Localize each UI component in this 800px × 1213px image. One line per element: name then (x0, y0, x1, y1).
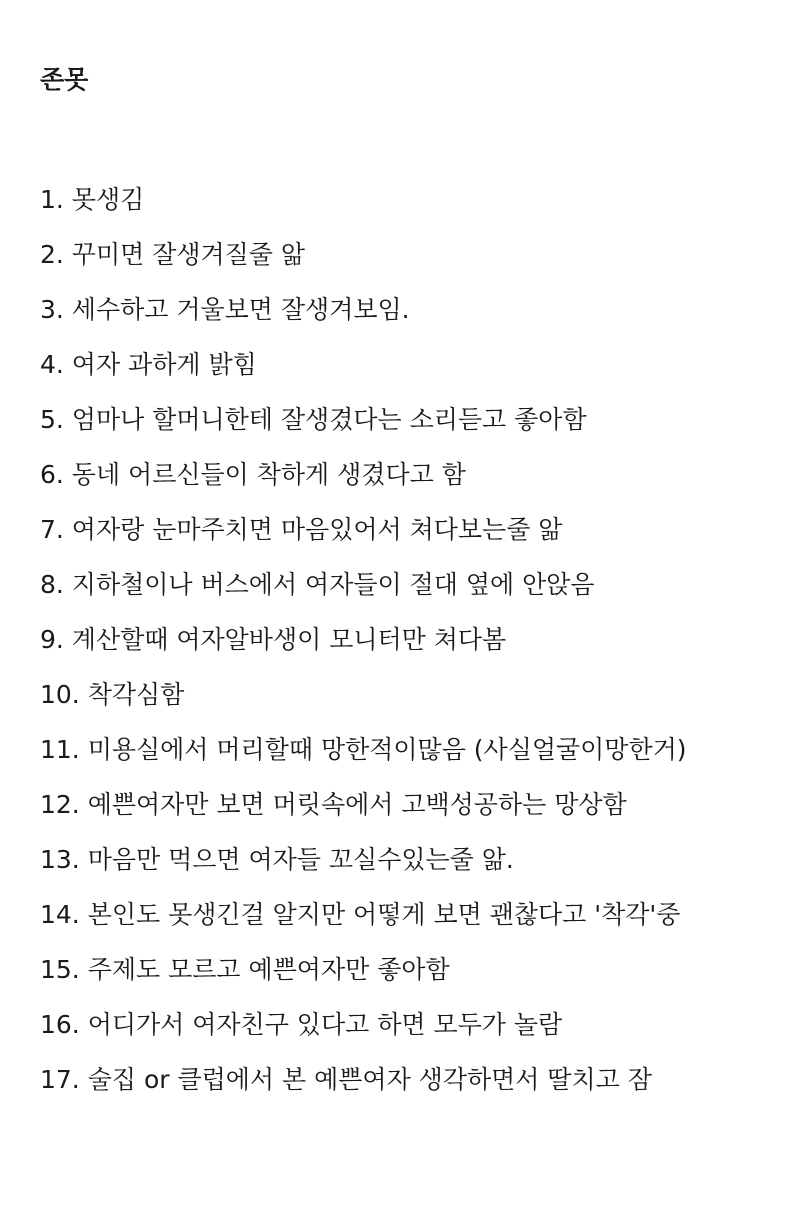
list-item: 9. 계산할때 여자알바생이 모니터만 쳐다봄 (40, 625, 507, 654)
page-title: 존못 (40, 65, 89, 94)
list-item: 10. 착각심함 (40, 680, 185, 709)
list-item: 15. 주제도 모르고 예쁜여자만 좋아함 (40, 955, 450, 984)
list-item: 5. 엄마나 할머니한테 잘생겼다는 소리듣고 좋아함 (40, 405, 587, 434)
list-item: 12. 예쁜여자만 보면 머릿속에서 고백성공하는 망상함 (40, 790, 627, 819)
list-item: 14. 본인도 못생긴걸 알지만 어떻게 보면 괜찮다고 '착각'중 (40, 900, 681, 929)
list-item: 3. 세수하고 거울보면 잘생겨보임. (40, 295, 410, 324)
list-item: 17. 술집 or 클럽에서 본 예쁜여자 생각하면서 딸치고 잠 (40, 1065, 652, 1094)
list-item: 16. 어디가서 여자친구 있다고 하면 모두가 놀람 (40, 1010, 563, 1039)
list-item: 8. 지하철이나 버스에서 여자들이 절대 옆에 안앉음 (40, 570, 595, 599)
list-item: 6. 동네 어르신들이 착하게 생겼다고 함 (40, 460, 466, 489)
list-item: 4. 여자 과하게 밝힘 (40, 350, 257, 379)
list-item: 13. 마음만 먹으면 여자들 꼬실수있는줄 앎. (40, 845, 514, 874)
list-item: 1. 못생김 (40, 185, 145, 214)
item-list (40, 172, 760, 1107)
list-item: 2. 꾸미면 잘생겨질줄 앎 (40, 240, 306, 269)
list-item: 7. 여자랑 눈마주치면 마음있어서 쳐다보는줄 앎 (40, 515, 563, 544)
list-item: 11. 미용실에서 머리할때 망한적이많음 (사실얼굴이망한거) (40, 735, 687, 764)
